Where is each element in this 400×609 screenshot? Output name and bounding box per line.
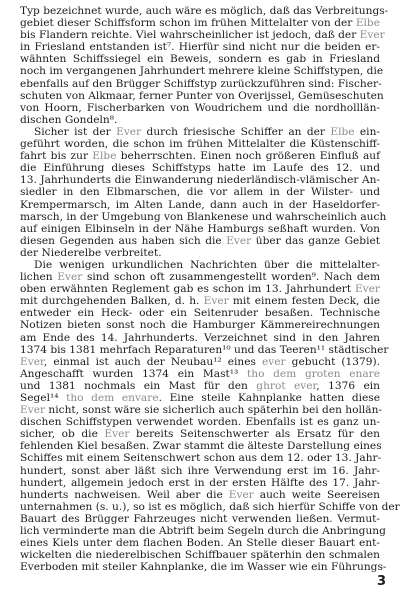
text-segment: Schiffes mit einem Seitenschwert schon aus dem 12. oder 13. Jahr- xyxy=(20,452,382,465)
text-segment: Sicher ist der xyxy=(34,125,117,138)
text-line xyxy=(20,17,380,29)
text-segment: gebucht (1379). xyxy=(285,355,380,368)
highlighted-term: ghrot ever xyxy=(256,379,317,392)
text-segment: unternahmen (s. u.), so ist es möglich, daß sich hierfür Schiffe von der xyxy=(20,500,400,513)
text-segment: ebenfalls auf den Brügger Schiffstyp zurückzuführen sind: Fischer- xyxy=(20,77,382,90)
highlighted-term: tho dem envare xyxy=(66,392,159,404)
text-segment: wähnten Schiffssiegel ein Beweis, sondern es gab in Friesland xyxy=(20,53,380,66)
text-segment: sicher, ob die xyxy=(20,428,105,441)
text-segment: , einmal ist auch der Neubau¹² eines xyxy=(43,355,262,368)
text-segment: dischen Schiffstypen verwendet worden. Ebenfalls ist es ganz un- xyxy=(20,416,380,429)
text-line xyxy=(20,210,387,223)
text-line xyxy=(20,465,380,477)
highlighted-term: Ever xyxy=(104,428,130,441)
text-segment: diesen Gegenden aus haben sich die xyxy=(20,234,227,247)
highlighted-term: Ever xyxy=(57,271,83,284)
text-segment: Krempermarsch, im Alten Lande, dann auch in der Haseldorfer- xyxy=(20,198,380,211)
text-line xyxy=(20,500,400,513)
text-segment: Everboden mit steiler Kahnplanke, die im Wasser wie ein Führungs- xyxy=(20,561,387,574)
highlighted-term: Elbe xyxy=(330,125,355,138)
text-line xyxy=(20,41,380,53)
text-line xyxy=(20,186,380,198)
text-segment: marsch, in der Umgebung von Blankenese und wahrscheinlich auch xyxy=(20,210,387,223)
text-line xyxy=(20,29,385,42)
text-segment: auch weite Seereisen xyxy=(253,488,380,501)
text-line xyxy=(20,319,380,331)
text-line xyxy=(20,416,380,428)
highlighted-term: Ever xyxy=(20,404,46,417)
highlighted-term: Elbe xyxy=(92,150,117,163)
text-line xyxy=(20,428,380,440)
text-line xyxy=(20,549,380,561)
text-segment: siedler in den Elbmarschen, die vor allem in der Wilster- und xyxy=(20,186,380,199)
text-segment: bis Flandern reichte. Viel wahrscheinlicher ist jedoch, daß der xyxy=(20,29,360,42)
text-segment: Angeschafft wurden 1374 ein Mast¹³ xyxy=(20,367,247,380)
text-segment: hundert, allgemein jedoch erst in der ersten Hälfte des 17. Jahr- xyxy=(20,476,380,489)
text-segment: bereits Seitenschwerter als Ersatz für den xyxy=(129,428,380,441)
text-segment: , 1376 ein xyxy=(316,379,380,392)
highlighted-term: Elbe xyxy=(355,17,380,30)
text-line xyxy=(20,138,380,150)
text-segment: dischen Gondeln⁸. xyxy=(20,113,118,126)
text-line xyxy=(20,150,380,162)
text-line xyxy=(20,440,380,452)
text-line xyxy=(20,392,380,404)
text-segment: mit einem festen Deck, die xyxy=(228,295,380,308)
text-line xyxy=(20,356,380,368)
page-number: 3 xyxy=(376,574,386,589)
text-segment: Notizen bieten sonst noch die Hamburger Kämmereirechnungen xyxy=(20,319,380,332)
text-line xyxy=(20,307,380,319)
text-segment: in Friesland entstanden ist⁷. Hierfür sind nicht nur die beiden er- xyxy=(20,41,380,54)
highlighted-term: tho dem groten enare xyxy=(246,367,380,380)
text-segment: fahrt bis zur xyxy=(20,150,93,163)
text-segment: nicht, sonst wäre sie sicherlich auch späterhin bei den hollän- xyxy=(45,404,382,417)
text-segment: 1374 bis 1381 mehrfach Reparaturen¹⁰ und das Teeren¹¹ städtischer xyxy=(20,343,389,356)
text-line xyxy=(20,404,380,416)
text-segment: lich verminderte man die Abtrift beim Segeln durch die Anbringung xyxy=(20,525,386,538)
text-segment: auf einigen Elbinseln in der Nähe Hamburgs seßhaft wurden. Von xyxy=(20,222,380,235)
text-segment: durch friesische Schiffer an der xyxy=(141,125,331,138)
text-line xyxy=(20,271,380,283)
highlighted-term: Ever xyxy=(203,295,229,308)
text-segment: von Hoorn, Fischerbarken von Woudrichem und die nordholllän- xyxy=(20,101,380,114)
text-segment: über das ganze Gebiet xyxy=(251,234,381,247)
text-line xyxy=(20,332,380,344)
text-line xyxy=(20,89,384,102)
text-line xyxy=(20,223,380,235)
highlighted-term: Ever xyxy=(228,488,254,501)
highlighted-term: Ever xyxy=(359,29,385,42)
text-segment: geführt worden, die schon im frühen Mittelalter die Küstenschiff- xyxy=(20,138,380,151)
text-line xyxy=(20,525,386,538)
text-line xyxy=(20,114,380,126)
text-segment: der Niederelbe verbreitet. xyxy=(20,246,162,259)
text-segment: gebiet dieser Schiffsform schon im frühen Mittelalter von der xyxy=(20,17,356,30)
text-segment: mit durchgehenden Balken, d. h. xyxy=(20,295,204,308)
text-line xyxy=(20,561,387,574)
text-segment: entweder ein Heck- oder ein Seitenruder besaßen. Technische xyxy=(20,307,380,320)
text-segment: am Ende des 14. Jahrhunderts. Verzeichnet sind in den Jahren xyxy=(20,331,380,344)
text-segment: und 1381 nochmals ein Mast für den xyxy=(20,379,257,392)
highlighted-term: Ever xyxy=(226,234,252,247)
text-segment: sind schon oft zusammengestellt worden⁹. Nach dem xyxy=(82,271,380,284)
text-segment: hunderts nachweisen. Weil aber die xyxy=(20,488,229,501)
text-line xyxy=(20,368,380,380)
text-segment: wickelten die niederelbischen Schiffbauer späterhin den schmalen xyxy=(20,549,380,562)
text-line xyxy=(20,235,380,247)
text-segment: ein- xyxy=(354,125,380,138)
text-segment: lichen xyxy=(20,271,58,284)
text-line xyxy=(20,162,380,174)
text-segment: beherrschten. Einen noch größeren Einfluß auf xyxy=(116,150,381,163)
text-segment: die Einführung dieses Schiffstyps hatte im Laufe des 12. und xyxy=(20,162,380,175)
text-segment: hundert, sonst aber läßt sich ihre Verwendung erst im 16. Jahr- xyxy=(20,464,380,477)
highlighted-term: Ever xyxy=(20,355,44,368)
text-line xyxy=(20,489,380,501)
text-segment: schuten von Alkmaar, ferner Punter von Overijssel, Gemüseschuten xyxy=(20,89,384,102)
text-segment: Segel¹⁴ xyxy=(20,392,67,404)
text-segment: noch im vergangenen Jahrhundert mehrere kleine Schiffstypen, die xyxy=(20,65,384,78)
text-line xyxy=(20,537,380,549)
text-line xyxy=(20,477,380,489)
text-segment: 13. Jahrhunderts die Einwanderung niederländisch-vlämischer An- xyxy=(20,174,380,187)
text-line xyxy=(20,247,380,259)
text-line xyxy=(20,283,380,295)
text-line xyxy=(20,513,380,525)
text-line xyxy=(20,295,380,307)
text-line xyxy=(20,174,380,186)
body-text xyxy=(20,5,400,574)
text-line xyxy=(20,78,380,90)
text-segment: eines Kiels unter dem flachen Boden. An Stelle dieser Bauart ent- xyxy=(20,537,380,550)
text-segment: Typ bezeichnet wurde, auch wäre es möglich, daß das Verbreitungs- xyxy=(20,5,389,17)
highlighted-term: Ever xyxy=(116,125,142,138)
text-line xyxy=(20,53,380,65)
text-line xyxy=(20,343,389,356)
text-line xyxy=(20,380,380,392)
text-segment: Die wenigen urkundlichen Nachrichten über die mittelalter- xyxy=(34,258,380,271)
text-line xyxy=(20,102,380,114)
text-segment: Bauart des Brügger Fahrzeuges nicht verwenden ließen. Vermut- xyxy=(20,512,380,525)
text-line xyxy=(20,5,389,17)
text-line xyxy=(20,259,380,271)
highlighted-term: ever xyxy=(262,355,286,368)
text-segment: oben erwähnten Reglement gab es schon im 13. Jahrhundert xyxy=(20,283,355,296)
text-segment: . Eine steile Kahnplanke hatten diese xyxy=(158,392,381,404)
text-segment: fehlenden Kiel besaßen. Zwar stammt die älteste Darstellung eines xyxy=(20,440,382,453)
text-line xyxy=(20,126,380,138)
text-line xyxy=(20,199,380,211)
text-line xyxy=(20,65,384,78)
highlighted-term: Ever xyxy=(354,283,380,296)
text-line xyxy=(20,452,380,464)
